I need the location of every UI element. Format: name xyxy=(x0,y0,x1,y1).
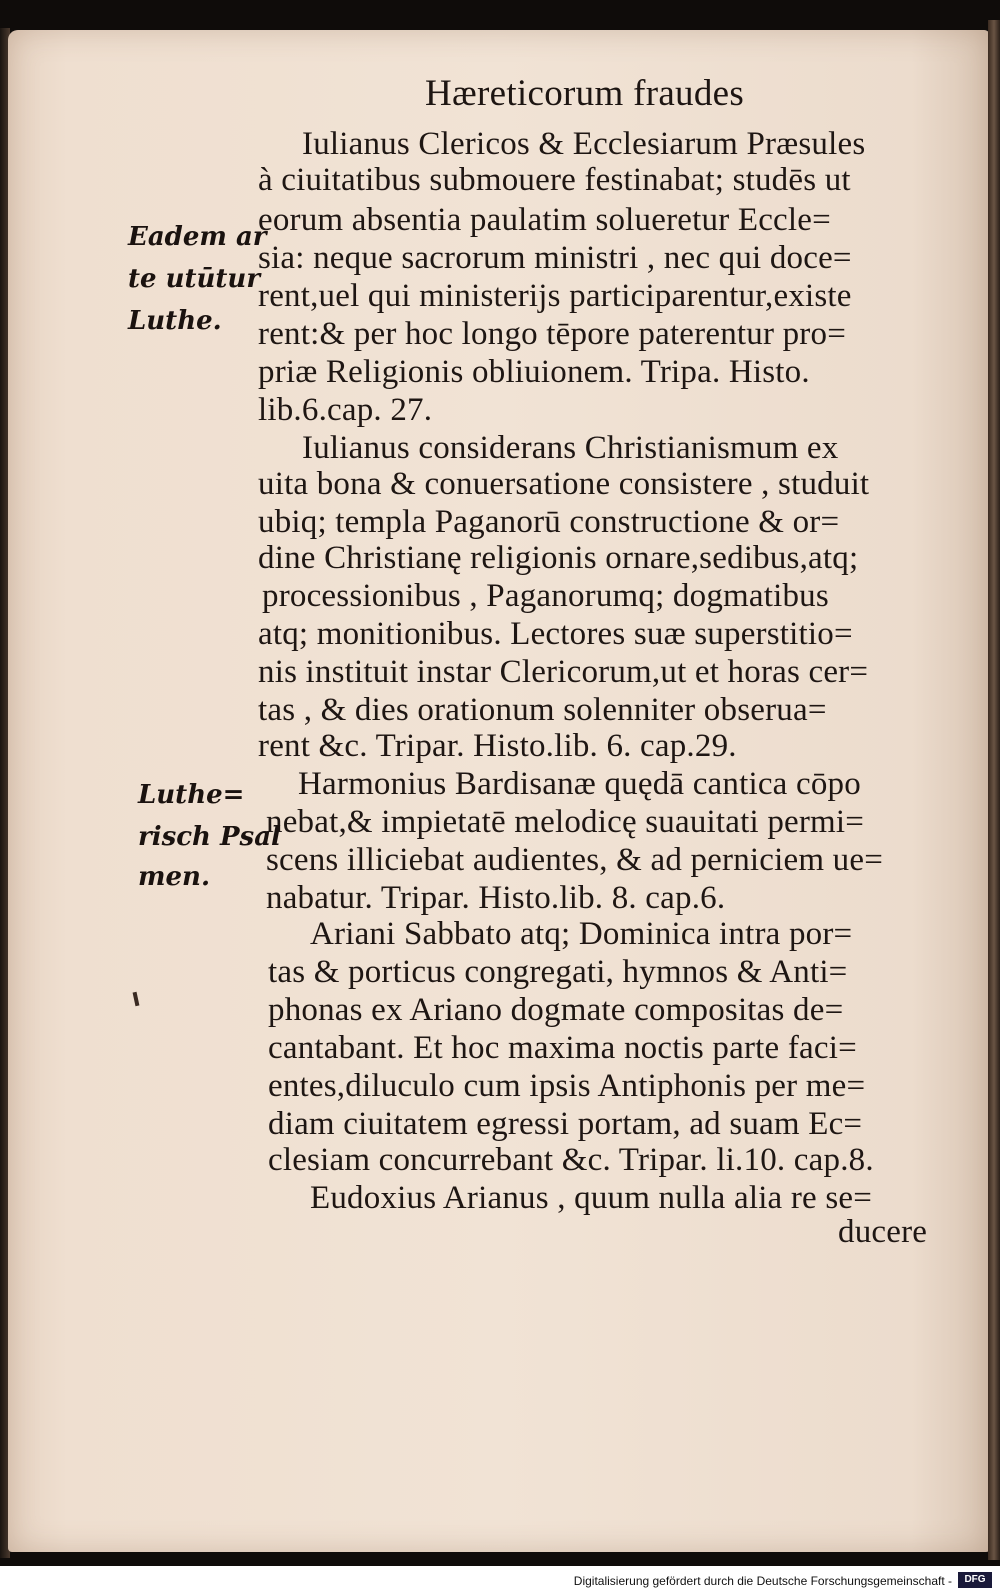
running-header: Hæreticorum fraudes xyxy=(425,73,745,114)
text-line: entes,diluculo cum ipsis Antiphonis per me= xyxy=(268,1068,866,1104)
text-line: Iulianus Clericos & Ecclesiarum Præsules xyxy=(302,126,866,162)
text-line: rent:& per hoc longo tēpore paterentur pro= xyxy=(258,316,847,352)
text-line: lib.6.cap. 27. xyxy=(258,392,433,428)
text-line: phonas ex Ariano dogmate compositas de= xyxy=(268,992,844,1028)
text-line: nis instituit instar Clericorum,ut et horas cer= xyxy=(258,654,869,690)
text-line: rent,uel qui ministerijs participarentur,existe xyxy=(258,278,852,314)
text-line: diam ciuitatem egressi portam, ad suam Ec= xyxy=(268,1106,863,1142)
text-line: Harmonius Bardisanæ quędā cantica cōpo xyxy=(298,766,861,802)
catchword: ducere xyxy=(838,1214,928,1250)
book-right-edge xyxy=(988,20,1000,1560)
text-line: à ciuitatibus submouere festinabat; studēs ut xyxy=(258,162,851,198)
text-line: ubiq; templa Paganorū constructione & or= xyxy=(258,504,840,540)
margin-note-line: Luthe= xyxy=(138,780,245,810)
footer-bar xyxy=(0,1566,1000,1596)
text-line: eorum absentia paulatim solueretur Eccle= xyxy=(258,202,831,238)
text-line: nabatur. Tripar. Histo.lib. 8. cap.6. xyxy=(266,880,726,916)
margin-note-line: Luthe. xyxy=(128,306,222,336)
funding-credit: Digitalisierung gefördert durch die Deutsche Forschungsgemeinschaft - xyxy=(573,1574,952,1588)
text-line: tas & porticus congregati, hymnos & Anti= xyxy=(268,954,848,990)
text-line: Eudoxius Arianus , quum nulla alia re se= xyxy=(310,1180,873,1216)
margin-note-line: te utūtur xyxy=(128,264,261,294)
margin-note-line: Eadem ar xyxy=(128,222,267,252)
text-line: nebat,& impietatē melodicę suauitati permi= xyxy=(266,804,865,840)
margin-note-line: risch Psal xyxy=(138,822,281,852)
text-line: processionibus , Paganorumq; dogmatibus xyxy=(262,578,829,614)
text-line: priæ Religionis obliuionem. Tripa. Histo. xyxy=(258,354,810,390)
text-line: dine Christianę religionis ornare,sedibus,atq; xyxy=(258,540,859,576)
text-line: sia: neque sacrorum ministri , nec qui doce= xyxy=(258,240,852,276)
text-line: Iulianus considerans Christianismum ex xyxy=(302,430,839,466)
dfg-logo: DFG xyxy=(958,1572,992,1588)
text-line: scens illiciebat audientes, & ad perniciem ue= xyxy=(266,842,884,878)
text-line: clesiam concurrebant &c. Tripar. li.10. cap.8. xyxy=(268,1142,874,1178)
text-line: uita bona & conuersatione consistere , studuit xyxy=(258,466,870,502)
margin-note-line: men. xyxy=(138,862,211,892)
text-line: rent &c. Tripar. Histo.lib. 6. cap.29. xyxy=(258,728,737,764)
text-line: tas , & dies orationum solenniter obserua= xyxy=(258,692,827,728)
text-line: cantabant. Et hoc maxima noctis parte faci= xyxy=(268,1030,857,1066)
text-line: atq; monitionibus. Lectores suæ superstitio= xyxy=(258,616,853,652)
text-line: Ariani Sabbato atq; Dominica intra por= xyxy=(310,916,853,952)
